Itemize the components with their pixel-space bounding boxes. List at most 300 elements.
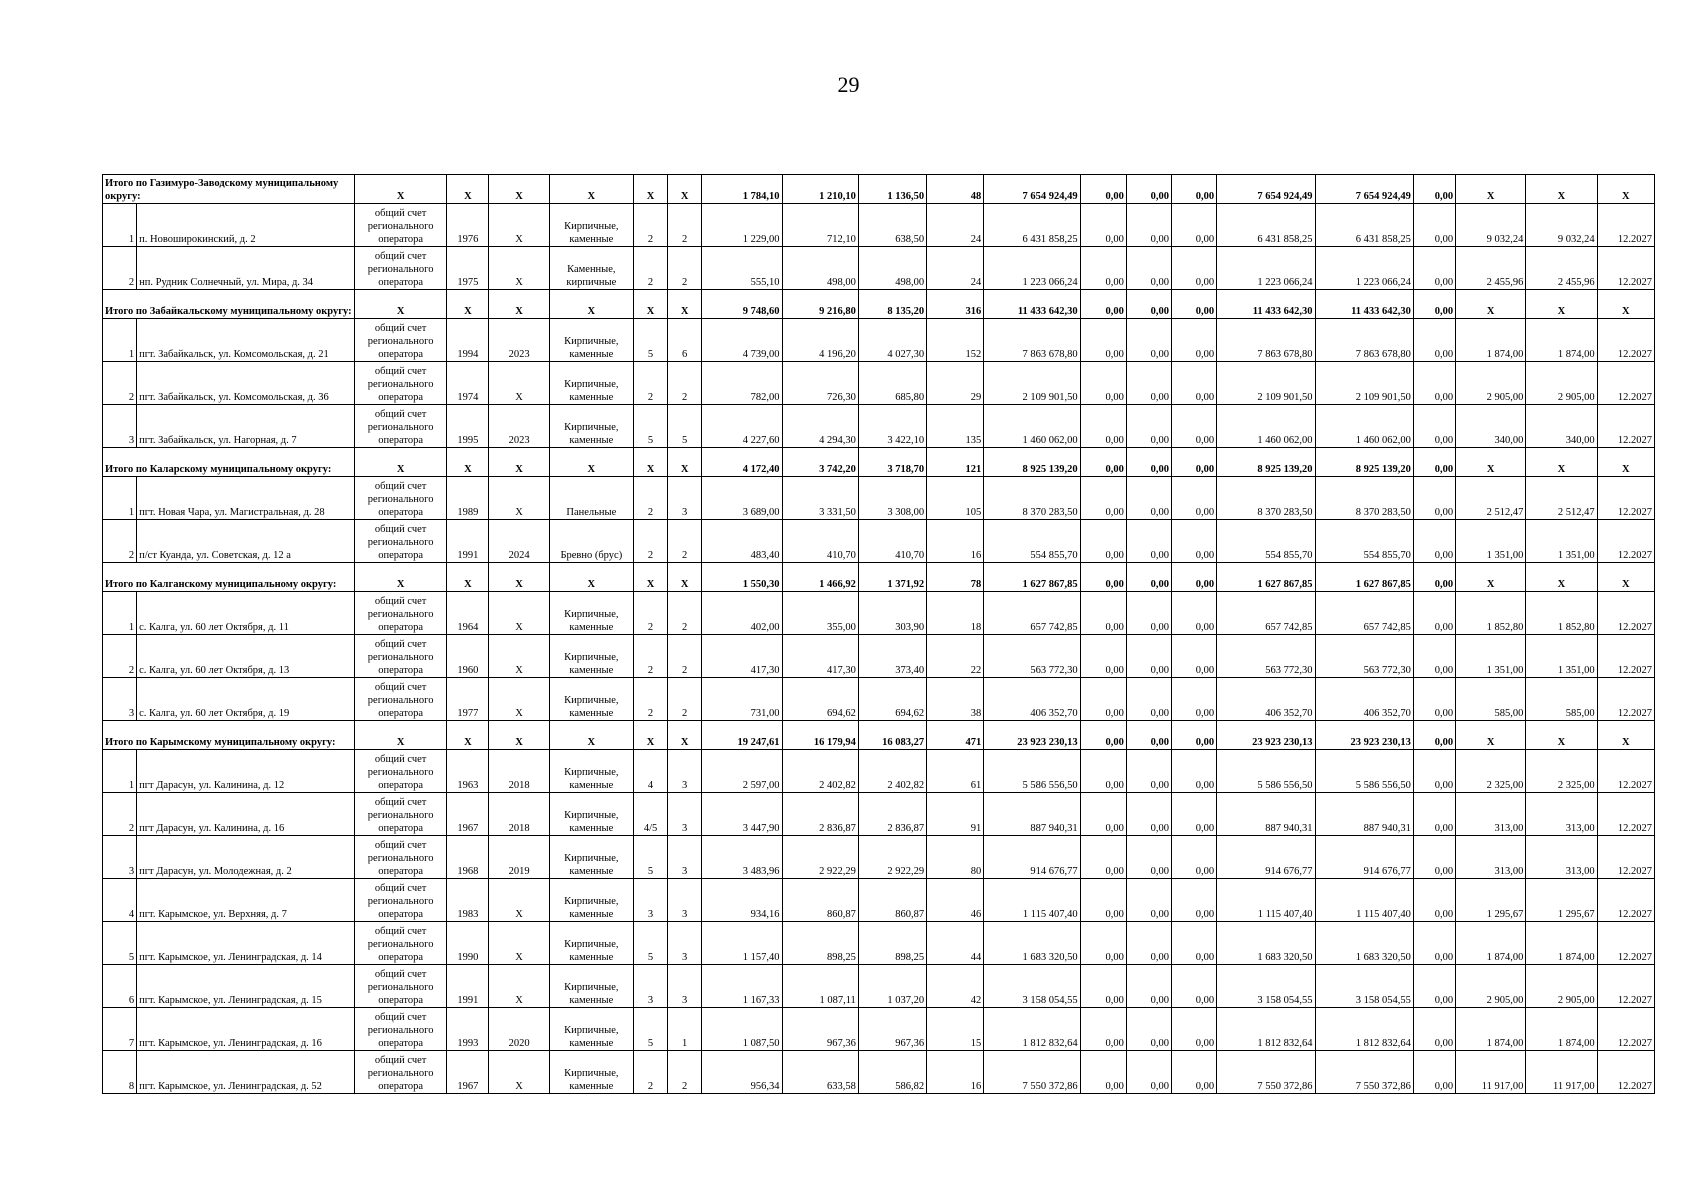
table-row [103,635,1655,678]
floors: 5 [633,319,667,362]
total-area: 956,34 [702,1051,782,1094]
residents: 24 [927,204,984,247]
table-row [103,879,1655,922]
cost-federal: 0,00 [1080,405,1126,448]
cost-owners-total: 6 431 858,25 [1315,204,1413,247]
total-cell: 7 654 924,49 [1217,175,1315,204]
cost-owners: 3 158 054,55 [1217,965,1315,1008]
residential-area: 2 836,87 [858,793,926,836]
max-unit-cost: 2 905,00 [1526,362,1597,405]
wall-material: Кирпичные, каменные [549,879,633,922]
address: п/ст Куанда, ул. Советская, д. 12 а [137,520,355,563]
account-type: общий счет регионального оператора [354,1008,446,1051]
account-type: общий счет регионального оператора [354,793,446,836]
total-cell: 0,00 [1171,175,1216,204]
total-cell: 3 718,70 [858,448,926,477]
entrances: 3 [668,922,702,965]
address: пгт Дарасун, ул. Молодежная, д. 2 [137,836,355,879]
entrances: 3 [668,836,702,879]
unit-cost: 1 874,00 [1456,1008,1526,1051]
total-cell: X [1597,290,1654,319]
total-cell: 9 216,80 [782,290,858,319]
total-cell: X [1526,721,1597,750]
cost-owners: 7 863 678,80 [1217,319,1315,362]
cost-federal: 0,00 [1080,1008,1126,1051]
address: пгт. Карымское, ул. Ленинградская, д. 16 [137,1008,355,1051]
max-unit-cost: 2 905,00 [1526,965,1597,1008]
wall-material: Каменные, кирпичные [549,247,633,290]
cost-owners: 406 352,70 [1217,678,1315,721]
cost-local: 0,00 [1171,592,1216,635]
table-row [103,477,1655,520]
table-row [103,520,1655,563]
unit-cost: 2 905,00 [1456,965,1526,1008]
cost-federal: 0,00 [1080,879,1126,922]
cost-federal: 0,00 [1080,750,1126,793]
living-area: 355,00 [782,592,858,635]
total-area: 417,30 [702,635,782,678]
total-cell: X [354,563,446,592]
cost-regional: 0,00 [1126,204,1171,247]
completion-date: 12.2027 [1597,204,1654,247]
cost-total: 8 370 283,50 [984,477,1080,520]
total-cell: 7 654 924,49 [1315,175,1413,204]
cost-regional: 0,00 [1126,405,1171,448]
cost-owners: 1 115 407,40 [1217,879,1315,922]
cost-local: 0,00 [1171,405,1216,448]
cost-other: 0,00 [1413,793,1455,836]
build-year: 1974 [447,362,489,405]
total-area: 1 087,50 [702,1008,782,1051]
cost-other: 0,00 [1413,592,1455,635]
overhaul-year: 2018 [489,750,549,793]
total-cell: 19 247,61 [702,721,782,750]
max-unit-cost: 1 874,00 [1526,922,1597,965]
total-cell: X [1456,448,1526,477]
total-cell: X [1456,563,1526,592]
account-type: общий счет регионального оператора [354,204,446,247]
total-cell: 1 466,92 [782,563,858,592]
address: пгт. Новая Чара, ул. Магистральная, д. 28 [137,477,355,520]
entrances: 2 [668,362,702,405]
total-label: Итого по Газимуро-Заводскому муниципальному округу: [103,175,355,204]
total-label: Итого по Калганскому муниципальному округу: [103,563,355,592]
account-type: общий счет регионального оператора [354,879,446,922]
living-area: 2 922,29 [782,836,858,879]
address: пгт. Карымское, ул. Верхняя, д. 7 [137,879,355,922]
cost-total: 2 109 901,50 [984,362,1080,405]
municipal-total-row [103,563,1655,592]
account-type: общий счет регионального оператора [354,678,446,721]
total-cell: 11 433 642,30 [1315,290,1413,319]
max-unit-cost: 11 917,00 [1526,1051,1597,1094]
total-cell: X [1526,563,1597,592]
unit-cost: 340,00 [1456,405,1526,448]
build-year: 1968 [447,836,489,879]
completion-date: 12.2027 [1597,793,1654,836]
cost-owners: 1 683 320,50 [1217,922,1315,965]
overhaul-year: 2023 [489,319,549,362]
overhaul-year: X [489,635,549,678]
unit-cost: 1 295,67 [1456,879,1526,922]
wall-material: Кирпичные, каменные [549,592,633,635]
row-index: 1 [103,319,137,362]
municipal-total-row [103,175,1655,204]
entrances: 2 [668,592,702,635]
total-cell: 1 210,10 [782,175,858,204]
max-unit-cost: 2 455,96 [1526,247,1597,290]
cost-total: 1 115 407,40 [984,879,1080,922]
cost-federal: 0,00 [1080,520,1126,563]
cost-local: 0,00 [1171,247,1216,290]
total-cell: 11 433 642,30 [984,290,1080,319]
total-cell: 78 [927,563,984,592]
completion-date: 12.2027 [1597,592,1654,635]
residential-area: 373,40 [858,635,926,678]
living-area: 4 294,30 [782,405,858,448]
residents: 15 [927,1008,984,1051]
table-row [103,793,1655,836]
wall-material: Кирпичные, каменные [549,750,633,793]
residents: 61 [927,750,984,793]
account-type: общий счет регионального оператора [354,922,446,965]
cost-local: 0,00 [1171,319,1216,362]
total-cell: X [633,448,667,477]
row-index: 6 [103,965,137,1008]
cost-federal: 0,00 [1080,922,1126,965]
total-cell: 0,00 [1080,563,1126,592]
total-cell: X [354,448,446,477]
cost-total: 657 742,85 [984,592,1080,635]
overhaul-year: X [489,879,549,922]
floors: 2 [633,1051,667,1094]
total-cell: 0,00 [1080,721,1126,750]
unit-cost: 9 032,24 [1456,204,1526,247]
total-cell: X [633,290,667,319]
table-row [103,750,1655,793]
total-cell: 48 [927,175,984,204]
max-unit-cost: 1 351,00 [1526,520,1597,563]
cost-owners-total: 5 586 556,50 [1315,750,1413,793]
residents: 135 [927,405,984,448]
max-unit-cost: 1 874,00 [1526,319,1597,362]
table-row [103,965,1655,1008]
total-cell: X [489,448,549,477]
address: п. Новоширокинский, д. 2 [137,204,355,247]
unit-cost: 1 874,00 [1456,922,1526,965]
cost-owners: 1 223 066,24 [1217,247,1315,290]
unit-cost: 2 325,00 [1456,750,1526,793]
cost-total: 6 431 858,25 [984,204,1080,247]
total-cell: X [668,175,702,204]
residential-area: 685,80 [858,362,926,405]
living-area: 2 836,87 [782,793,858,836]
capital-repair-table [102,174,1655,1094]
entrances: 3 [668,879,702,922]
total-cell: X [447,448,489,477]
wall-material: Кирпичные, каменные [549,319,633,362]
cost-regional: 0,00 [1126,362,1171,405]
cost-local: 0,00 [1171,793,1216,836]
total-cell: X [668,563,702,592]
row-index: 2 [103,362,137,405]
overhaul-year: X [489,592,549,635]
completion-date: 12.2027 [1597,477,1654,520]
overhaul-year: X [489,678,549,721]
row-index: 2 [103,793,137,836]
cost-local: 0,00 [1171,520,1216,563]
residential-area: 410,70 [858,520,926,563]
completion-date: 12.2027 [1597,879,1654,922]
total-cell: X [1526,448,1597,477]
address: пгт. Карымское, ул. Ленинградская, д. 14 [137,922,355,965]
cost-total: 3 158 054,55 [984,965,1080,1008]
wall-material: Бревно (брус) [549,520,633,563]
max-unit-cost: 313,00 [1526,793,1597,836]
residential-area: 2 922,29 [858,836,926,879]
floors: 5 [633,1008,667,1051]
cost-other: 0,00 [1413,405,1455,448]
unit-cost: 1 874,00 [1456,319,1526,362]
row-index: 1 [103,477,137,520]
cost-owners-total: 1 223 066,24 [1315,247,1413,290]
cost-total: 563 772,30 [984,635,1080,678]
cost-owners: 1 812 832,64 [1217,1008,1315,1051]
residential-area: 3 308,00 [858,477,926,520]
total-area: 1 157,40 [702,922,782,965]
wall-material: Кирпичные, каменные [549,793,633,836]
residents: 16 [927,520,984,563]
total-cell: 0,00 [1413,290,1455,319]
total-cell: X [549,721,633,750]
cost-owners-total: 1 683 320,50 [1315,922,1413,965]
build-year: 1991 [447,965,489,1008]
wall-material: Кирпичные, каменные [549,405,633,448]
cost-local: 0,00 [1171,836,1216,879]
living-area: 3 331,50 [782,477,858,520]
overhaul-year: 2019 [489,836,549,879]
address: с. Калга, ул. 60 лет Октября, д. 19 [137,678,355,721]
living-area: 417,30 [782,635,858,678]
total-cell: 8 135,20 [858,290,926,319]
total-cell: 0,00 [1126,290,1171,319]
total-cell: X [489,563,549,592]
address: пгт. Карымское, ул. Ленинградская, д. 52 [137,1051,355,1094]
residents: 91 [927,793,984,836]
total-area: 483,40 [702,520,782,563]
total-cell: 23 923 230,13 [1217,721,1315,750]
cost-regional: 0,00 [1126,678,1171,721]
cost-other: 0,00 [1413,1008,1455,1051]
entrances: 3 [668,477,702,520]
total-cell: 16 083,27 [858,721,926,750]
living-area: 694,62 [782,678,858,721]
total-cell: 0,00 [1413,721,1455,750]
row-index: 3 [103,836,137,879]
completion-date: 12.2027 [1597,750,1654,793]
residential-area: 860,87 [858,879,926,922]
total-area: 555,10 [702,247,782,290]
cost-total: 7 863 678,80 [984,319,1080,362]
total-area: 934,16 [702,879,782,922]
residential-area: 967,36 [858,1008,926,1051]
cost-local: 0,00 [1171,750,1216,793]
row-index: 1 [103,204,137,247]
residential-area: 898,25 [858,922,926,965]
total-cell: X [447,175,489,204]
cost-federal: 0,00 [1080,477,1126,520]
wall-material: Кирпичные, каменные [549,362,633,405]
table-row [103,678,1655,721]
total-cell: 471 [927,721,984,750]
cost-regional: 0,00 [1126,965,1171,1008]
entrances: 6 [668,319,702,362]
total-cell: 0,00 [1080,290,1126,319]
unit-cost: 1 351,00 [1456,635,1526,678]
build-year: 1990 [447,922,489,965]
residents: 105 [927,477,984,520]
total-cell: 23 923 230,13 [1315,721,1413,750]
total-cell: 1 784,10 [702,175,782,204]
residential-area: 303,90 [858,592,926,635]
cost-owners-total: 1 460 062,00 [1315,405,1413,448]
cost-other: 0,00 [1413,1051,1455,1094]
total-cell: X [447,721,489,750]
total-cell: 0,00 [1126,175,1171,204]
total-area: 1 229,00 [702,204,782,247]
account-type: общий счет регионального оператора [354,592,446,635]
cost-owners-total: 3 158 054,55 [1315,965,1413,1008]
total-cell: 0,00 [1126,721,1171,750]
residents: 38 [927,678,984,721]
cost-total: 1 812 832,64 [984,1008,1080,1051]
completion-date: 12.2027 [1597,635,1654,678]
account-type: общий счет регионального оператора [354,247,446,290]
account-type: общий счет регионального оператора [354,965,446,1008]
residents: 80 [927,836,984,879]
overhaul-year: X [489,1051,549,1094]
unit-cost: 11 917,00 [1456,1051,1526,1094]
table-row [103,836,1655,879]
total-cell: 16 179,94 [782,721,858,750]
cost-local: 0,00 [1171,1051,1216,1094]
max-unit-cost: 1 351,00 [1526,635,1597,678]
floors: 5 [633,922,667,965]
max-unit-cost: 1 295,67 [1526,879,1597,922]
entrances: 2 [668,204,702,247]
municipal-total-row [103,721,1655,750]
completion-date: 12.2027 [1597,922,1654,965]
build-year: 1994 [447,319,489,362]
residential-area: 3 422,10 [858,405,926,448]
completion-date: 12.2027 [1597,405,1654,448]
row-index: 3 [103,678,137,721]
total-cell: 3 742,20 [782,448,858,477]
cost-federal: 0,00 [1080,678,1126,721]
residents: 16 [927,1051,984,1094]
completion-date: 12.2027 [1597,247,1654,290]
cost-owners: 5 586 556,50 [1217,750,1315,793]
residents: 29 [927,362,984,405]
cost-total: 406 352,70 [984,678,1080,721]
total-cell: 1 627 867,85 [984,563,1080,592]
cost-local: 0,00 [1171,635,1216,678]
cost-owners: 554 855,70 [1217,520,1315,563]
floors: 4 [633,750,667,793]
total-cell: 8 925 139,20 [1315,448,1413,477]
residents: 18 [927,592,984,635]
total-cell: X [1456,721,1526,750]
residents: 46 [927,879,984,922]
unit-cost: 2 512,47 [1456,477,1526,520]
total-cell: 121 [927,448,984,477]
municipal-total-row [103,448,1655,477]
living-area: 4 196,20 [782,319,858,362]
address: пгт. Забайкальск, ул. Комсомольская, д. 36 [137,362,355,405]
entrances: 2 [668,1051,702,1094]
entrances: 2 [668,678,702,721]
total-cell: 0,00 [1171,290,1216,319]
total-cell: X [1597,448,1654,477]
overhaul-year: 2020 [489,1008,549,1051]
account-type: общий счет регионального оператора [354,405,446,448]
total-cell: 1 550,30 [702,563,782,592]
row-index: 4 [103,879,137,922]
table-row [103,362,1655,405]
floors: 2 [633,678,667,721]
cost-federal: 0,00 [1080,635,1126,678]
row-index: 2 [103,247,137,290]
total-cell: X [489,290,549,319]
total-cell: 0,00 [1171,563,1216,592]
total-cell: X [1597,175,1654,204]
cost-other: 0,00 [1413,319,1455,362]
total-area: 731,00 [702,678,782,721]
account-type: общий счет регионального оператора [354,477,446,520]
build-year: 1983 [447,879,489,922]
floors: 3 [633,965,667,1008]
floors: 2 [633,477,667,520]
page-number: 29 [837,72,860,97]
cost-total: 1 683 320,50 [984,922,1080,965]
cost-owners: 1 460 062,00 [1217,405,1315,448]
cost-owners: 6 431 858,25 [1217,204,1315,247]
table-row [103,922,1655,965]
unit-cost: 1 351,00 [1456,520,1526,563]
address: пгт. Забайкальск, ул. Нагорная, д. 7 [137,405,355,448]
total-cell: 8 925 139,20 [984,448,1080,477]
living-area: 410,70 [782,520,858,563]
total-cell: 0,00 [1080,448,1126,477]
total-cell: 0,00 [1413,563,1455,592]
total-cell: X [1597,721,1654,750]
residential-area: 694,62 [858,678,926,721]
cost-other: 0,00 [1413,520,1455,563]
overhaul-year: X [489,247,549,290]
build-year: 1960 [447,635,489,678]
total-cell: X [447,290,489,319]
total-area: 782,00 [702,362,782,405]
cost-other: 0,00 [1413,204,1455,247]
account-type: общий счет регионального оператора [354,750,446,793]
account-type: общий счет регионального оператора [354,1051,446,1094]
cost-owners-total: 554 855,70 [1315,520,1413,563]
completion-date: 12.2027 [1597,1051,1654,1094]
cost-owners-total: 2 109 901,50 [1315,362,1413,405]
cost-regional: 0,00 [1126,477,1171,520]
account-type: общий счет регионального оператора [354,520,446,563]
entrances: 3 [668,965,702,1008]
